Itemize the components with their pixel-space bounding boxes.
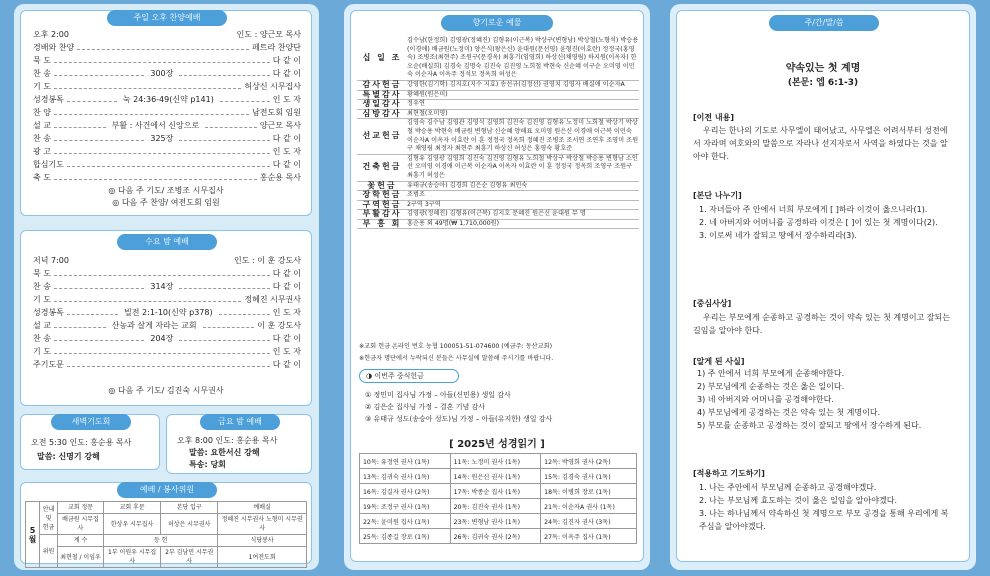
prayer-list xyxy=(365,389,552,425)
leader-dots xyxy=(219,310,270,315)
order-label: 묵 도 xyxy=(33,56,51,65)
apply-list xyxy=(693,481,955,533)
ushers-table xyxy=(25,501,307,568)
order-middle: 눅 24:36-49(신약 p141) xyxy=(122,95,214,104)
sermon-title: 주/간/말/씀 xyxy=(769,15,879,31)
order-line xyxy=(33,255,301,266)
leader-dots xyxy=(54,271,270,276)
order-label: 기 도 xyxy=(33,295,51,304)
ushers-name2: 1부 이원우 시무집사 xyxy=(104,547,161,568)
offering-names: 강영한(김기학) 김지호(지수 지효) 송선규(김정선) 권영치 김영자 배실애 이순자A xyxy=(407,80,639,90)
bank-info: ※교회 헌금 온라인 번호 농협 100051-51-074600 (예금주: 동산교회) xyxy=(359,343,553,350)
order-label: 기 도 xyxy=(33,82,51,91)
order-right: 정혜진 시무권사 xyxy=(244,295,301,304)
leader-dots xyxy=(54,297,241,302)
order-line xyxy=(33,333,301,344)
prev-content-heading: [이전 내용] xyxy=(693,113,735,122)
order-line xyxy=(33,133,301,144)
offering-row xyxy=(357,119,639,154)
ushers-name: 한상우 시무집사 xyxy=(104,514,161,535)
offering-names: 홍순용 외 49명(₩ 1,710,000원) xyxy=(407,219,639,229)
fact-item: 5) 부모를 순종하고 공경하는 것이 잘되고 땅에서 장수하게 된다. xyxy=(697,421,922,430)
reading-table xyxy=(359,453,637,544)
reading-cell: 15독: 김경숙 권사 (1독) xyxy=(541,469,637,484)
reading-cell: 13독: 김귀숙 권사 (1독) xyxy=(360,469,451,484)
reading-cell: 16독: 김길자 권사 (2독) xyxy=(360,484,451,499)
leader-dots xyxy=(67,362,270,367)
fact-item: 1) 주 안에서 너희 부모에게 순종해야한다. xyxy=(697,369,845,378)
order-line xyxy=(33,107,301,118)
order-middle: 산농과 살게 자라는 교회 xyxy=(111,321,197,330)
offering-row xyxy=(357,37,639,80)
order-line xyxy=(33,68,301,79)
leader-dots xyxy=(67,310,118,315)
order-line xyxy=(33,42,301,53)
order-right: 인 도 자 xyxy=(272,147,301,156)
order-line xyxy=(33,281,301,292)
order-label: 찬 송 xyxy=(33,334,51,343)
division-item: 2. 네 아버지와 어머니를 공경하라 이것은 [ ]이 있는 첫 계명이다(2). xyxy=(699,218,938,227)
order-middle: 빌전 2:1-10(신약 p378) xyxy=(124,308,213,317)
offering-names: 김영숙 김수남 김영관 김영식 김영희 김진숙 김진영 김형유 노정미 노희철 박상기 박상철 박승용 박현숙 배금원 변형남 신순혜 양해표 오미영 원은신 이경애 이근복 이민숙 이순자A 이옥자 이효란 이 훈 정정국 정옥희 정혜진 조병조 조서연 조연후 조영미 조원구 채영림 최정자 최현주 최흥기 하상신 허성은 홍영숙 황호준 xyxy=(407,119,639,154)
middle-panel xyxy=(344,4,650,570)
friday-time: 오후 8:00 인도: 홍순용 목사 xyxy=(177,436,278,445)
reading-cell: 18독: 이병희 장로 (1독) xyxy=(541,484,637,499)
ushers-box xyxy=(20,482,312,564)
ushers-head: 교회 정문 xyxy=(58,502,104,514)
reading-cell: 26독: 김귀숙 권사 (2독) xyxy=(450,529,541,544)
prayer-item: ③ 유태규 성도(송승아 성도)님 가정 – 아들(유지한) 생일 감사 xyxy=(365,415,553,423)
leader-dots xyxy=(179,336,269,341)
ushers-head2: 계 수 xyxy=(58,535,104,547)
ushers-name2: 최현철 / 이임우 xyxy=(58,547,104,568)
apply-heading: [적용하고 기도하기] xyxy=(693,469,765,478)
order-label: 오후 2:00 xyxy=(33,30,69,39)
order-line xyxy=(33,268,301,279)
leader-dots xyxy=(54,349,270,354)
reading-cell: 17독: 박종순 집사 (1독) xyxy=(450,484,541,499)
leader-dots xyxy=(220,97,270,102)
leader-dots xyxy=(54,136,144,141)
order-right: 다 같 이 xyxy=(272,56,301,65)
ushers-head: 교회 후문 xyxy=(104,502,161,514)
order-line xyxy=(33,359,301,370)
order-line xyxy=(33,55,301,66)
prev-content-body: 우리는 한나의 기도로 사무엘이 태어났고, 사무엘은 어려서부터 성전에서 자라며 여호와의 말씀으로 자라나 선지자로서 사역을 하였다는 것을 알아야 한다. xyxy=(693,126,948,161)
reading-cell: 21독: 이순자A 권사 (1독) xyxy=(541,499,637,514)
order-label: 찬 송 xyxy=(33,69,51,78)
order-line xyxy=(33,146,301,157)
ushers-month: 5 월 xyxy=(26,502,40,568)
offering-names: 정우연 xyxy=(407,100,639,110)
reading-cell: 11독: 노정미 권사 (1독) xyxy=(450,454,541,469)
order-right: 다 같 이 xyxy=(272,360,301,369)
order-line xyxy=(33,120,301,131)
prayer-tag: ◑ 이번주 중식헌금 xyxy=(359,369,459,383)
prayer-item: ① 정민미 집사님 가정 – 아들(신민용) 생일 감사 xyxy=(365,391,511,399)
leader-dots xyxy=(54,110,249,115)
offering-names: 최현철(오미영) xyxy=(407,109,639,119)
right-panel xyxy=(670,4,976,570)
offering-row xyxy=(357,219,639,229)
offering-names: 김형유 김영광 김영희 김진숙 김진영 김형유 노희철 박상구 박상철 박승용 변형남 소인선 오미영 이경애 이근복 이순자A 이옥자 이효란 이 훈 정정국 정옥희 조영구 조원구 최흥기 허성은 xyxy=(407,154,639,181)
division-heading: [본단 나누기] xyxy=(693,191,742,200)
order-right: 홍순용 목사 xyxy=(259,173,301,182)
order-label: 설 교 xyxy=(33,121,51,130)
division-list xyxy=(693,203,955,242)
dawn-prayer-box xyxy=(20,414,160,470)
ushers-title: 예배 / 봉사위원 xyxy=(117,482,217,498)
ushers-name: 정혜진 시무권사 노형미 시무권사 xyxy=(218,514,307,535)
ushers-name2: 1여전도회 xyxy=(218,547,307,568)
prayer-item: ② 김은순 집사님 가정 – 결혼 기념 감사 xyxy=(365,403,486,411)
division-item: 1. 자녀들아 주 안에서 너희 부모에게 [ ]하라 이것이 옳으니라(1). xyxy=(699,205,928,214)
ushers-row-b: 위원 xyxy=(40,535,58,568)
leader-dots xyxy=(54,71,144,76)
ushers-name: 배금원 시무집사 xyxy=(58,514,104,535)
leader-dots xyxy=(179,136,269,141)
order-middle: 300장 xyxy=(150,69,174,78)
fact-item: 3) 네 아버지와 어머니를 공경해야한다. xyxy=(697,395,834,404)
sermon-text: (본문: 엡 6:1-3) xyxy=(787,78,859,88)
order-right: 다 같 이 xyxy=(272,134,301,143)
offerings-box xyxy=(350,10,644,562)
order-label: 성경봉독 xyxy=(33,308,64,317)
order-right: 다 같 이 xyxy=(272,282,301,291)
order-line xyxy=(33,294,301,305)
offering-kind: 십 일 조 xyxy=(357,37,407,80)
order-right: 인 도 자 xyxy=(272,95,301,104)
leader-dots xyxy=(203,323,255,328)
fact-item: 2) 부모님에게 순종하는 것은 옳은 일이다. xyxy=(697,382,845,391)
leader-dots xyxy=(54,149,270,154)
leader-dots xyxy=(205,123,257,128)
offering-names: 김영광(정혜진) 김형유(이근복) 김지호 문혜진 원은신 윤대원 무 명 xyxy=(407,210,639,220)
order-right: 인 도 자 xyxy=(272,347,301,356)
offering-names: 김수남(한정희) 김영광(정혜진) 김형유(이근복) 박상구(변형남) 박상철(노형석) 박승용(이경애) 배금원(노정미) 양은식(왕은신) 윤대원(문선영) 윤형진(이효란) 정정국(홍영숙) 조병조(최현주) 조원구(문경옥) 최흥기(임영희) 하상신(채영림) 하지원(이옥자) 한오순(배실희) 김경숙 김명숙 김진숙 김진영 노희철 박현숙 신순혜 이구순 오미영 이민숙 이순자A 이옥주 정석모 정옥희 허성은 xyxy=(407,37,639,80)
reading-cell: 25독: 김종길 장로 (1독) xyxy=(360,529,451,544)
order-line xyxy=(33,307,301,318)
order-line xyxy=(33,172,301,183)
order-label: 찬 송 xyxy=(33,134,51,143)
order-right: 인도 : 이 훈 강도사 xyxy=(234,256,301,265)
order-right: 다 같 이 xyxy=(272,269,301,278)
leader-dots xyxy=(67,97,117,102)
sermon-subject: 약속있는 첫 계명 xyxy=(785,63,861,74)
reading-row xyxy=(360,514,637,529)
order-right: 허상신 시무집사 xyxy=(244,82,301,91)
order-label: 찬 송 xyxy=(33,282,51,291)
offering-kind: 특별감사 xyxy=(357,90,407,100)
offering-kind: 부 흥 회 xyxy=(357,219,407,229)
reading-cell: 20독: 김진숙 권사 (1독) xyxy=(450,499,541,514)
apply-item: 1. 나는 주안에서 부모님께 순종하고 공경해야겠다. xyxy=(699,483,877,492)
order-middle: 204장 xyxy=(150,334,174,343)
order-line xyxy=(33,29,301,40)
dawn-prayer-title: 새벽기도회 xyxy=(51,414,131,430)
leader-dots xyxy=(72,32,234,37)
left-panel xyxy=(14,4,319,570)
offering-kind: 꽃헌금 xyxy=(357,181,407,191)
ushers-head2: 등 헌 xyxy=(104,535,218,547)
offering-kind: 감사헌금 xyxy=(357,80,407,90)
order-right: 이 훈 강도사 xyxy=(257,321,301,330)
offering-kind: 생일감사 xyxy=(357,100,407,110)
order-right: 다 같 이 xyxy=(272,334,301,343)
friday-special: 특송: 당회 xyxy=(189,460,226,469)
reading-row xyxy=(360,454,637,469)
reading-cell: 23독: 변형남 권사 (1독) xyxy=(450,514,541,529)
offering-names: 2구역 3구역 xyxy=(407,200,639,210)
ushers-name2: 2부 김남민 시무권사 xyxy=(161,547,218,568)
leader-dots xyxy=(54,123,106,128)
core-body: 우리는 부모에게 순종하고 공경하는 것이 약속 있는 첫 계명이고 잘되는 길임을 알아야 한다. xyxy=(693,313,950,335)
core-heading: [중심사상] xyxy=(693,299,732,308)
order-label: 저녁 7:00 xyxy=(33,256,69,265)
ushers-head: 본당 입구 xyxy=(161,502,218,514)
prayer-tag-label: 이번주 중식헌금 xyxy=(374,372,424,380)
reading-row xyxy=(360,529,637,544)
reading-cell: 27독: 이옥주 집사 (1독) xyxy=(541,529,637,544)
order-label: 축 도 xyxy=(33,173,51,182)
offering-row xyxy=(357,80,639,90)
order-right: 다 같 이 xyxy=(272,160,301,169)
offering-names: 조범조 xyxy=(407,191,639,201)
apply-item: 3. 나는 하나님께서 약속하신 첫 계명으로 부모 공경을 통해 우리에게 복 주심을 알아야겠다. xyxy=(699,509,949,531)
order-right: 남전도회 임원 xyxy=(252,108,301,117)
wednesday-service-box xyxy=(20,230,312,406)
offering-kind: 장학헌금 xyxy=(357,191,407,201)
order-right: 인 도 자 xyxy=(272,308,302,317)
reading-cell: 22독: 윤미원 집사 (1독) xyxy=(360,514,451,529)
leader-dots xyxy=(54,84,241,89)
dawn-word: 말씀: 신명기 강해 xyxy=(37,452,100,461)
offering-names: 황혜원(원은미) xyxy=(407,90,639,100)
facts-heading: [알게 된 사실] xyxy=(693,357,745,366)
offering-row xyxy=(357,210,639,220)
reading-row xyxy=(360,499,637,514)
friday-service-box xyxy=(166,414,312,474)
reading-cell: 12독: 박영희 권사 (2독) xyxy=(541,454,637,469)
next-prayer-note: ◎ 다음 주 기도/ 조병조 시무집사 xyxy=(108,186,224,195)
order-right: 다 같 이 xyxy=(272,69,301,78)
next-praise-note: ◎ 다음 주 찬양/ 여전도회 임원 xyxy=(112,198,220,207)
offering-row xyxy=(357,154,639,181)
ushers-name: 허상은 시무권사 xyxy=(161,514,218,535)
afternoon-service-box xyxy=(20,10,312,216)
order-label: 찬 양 xyxy=(33,108,51,117)
offerings-title: 향기로운 예물 xyxy=(441,15,553,31)
offering-kind: 선교헌금 xyxy=(357,119,407,154)
order-label: 합심기도 xyxy=(33,160,64,169)
order-right: 페트라 찬양단 xyxy=(252,43,301,52)
leader-dots xyxy=(179,71,269,76)
ushers-row-a: 안내 및 헌금 xyxy=(40,502,58,535)
order-label: 경배와 찬양 xyxy=(33,43,75,52)
friday-word: 말씀: 요한서신 강해 xyxy=(189,448,260,457)
wednesday-service-title: 수요 밤 예배 xyxy=(117,234,217,250)
leader-dots xyxy=(77,45,249,50)
order-right: 인도 : 양근모 목사 xyxy=(236,30,301,39)
offering-row xyxy=(357,100,639,110)
reading-title: [ 2025년 성경읽기 ] xyxy=(449,439,545,450)
reading-cell: 24독: 김진자 권사 (3독) xyxy=(541,514,637,529)
leader-dots xyxy=(72,258,231,263)
wed-next-prayer-note: ◎ 다음 주 기도/ 김진숙 시무권사 xyxy=(108,386,224,395)
offering-kind: 심방감사 xyxy=(357,109,407,119)
reading-row xyxy=(360,469,637,484)
leader-dots xyxy=(54,175,257,180)
order-label: 묵 도 xyxy=(33,269,51,278)
ushers-head: 예배실 xyxy=(218,502,307,514)
offering-kind: 부활감사 xyxy=(357,210,407,220)
order-line xyxy=(33,346,301,357)
fact-item: 4) 부모님에게 공경하는 것은 약속 있는 첫 계명이다. xyxy=(697,408,881,417)
order-label: 성경봉독 xyxy=(33,95,64,104)
leader-dots xyxy=(179,284,269,289)
order-line xyxy=(33,94,301,105)
order-label: 주기도문 xyxy=(33,360,64,369)
order-line xyxy=(33,81,301,92)
offering-kind: 건축헌금 xyxy=(357,154,407,181)
leader-dots xyxy=(54,323,106,328)
order-label: 광 고 xyxy=(33,147,51,156)
offering-row xyxy=(357,191,639,201)
reading-cell: 10독: 유정연 권사 (1독) xyxy=(360,454,451,469)
offering-row xyxy=(357,109,639,119)
order-line xyxy=(33,159,301,170)
order-middle: 부활 : 사건에서 신앙으로 xyxy=(111,121,200,130)
afternoon-service-title: 주일 오후 찬양예배 xyxy=(107,10,227,26)
offerings-table xyxy=(357,37,639,229)
order-label: 설 교 xyxy=(33,321,51,330)
leader-dots xyxy=(54,336,144,341)
friday-service-title: 금요 밤 예배 xyxy=(200,414,280,430)
sermon-box xyxy=(676,10,970,562)
order-middle: 325장 xyxy=(150,134,174,143)
leader-dots xyxy=(54,58,270,63)
apply-item: 2. 나는 부모님께 효도하는 것이 옳은 일임을 알아야겠다. xyxy=(699,496,897,505)
dawn-time: 오전 5:30 인도: 홍순용 목사 xyxy=(31,438,132,447)
reading-row xyxy=(360,484,637,499)
missing-note: ※헌금자 명단에서 누락되신 분들은 사무실에 말씀해 주시기를 바랍니다. xyxy=(359,355,554,362)
ushers-head2: 식당봉사 xyxy=(218,535,307,547)
order-label: 기 도 xyxy=(33,347,51,356)
reading-cell: 19독: 조정구 권사 (1독) xyxy=(360,499,451,514)
order-middle: 314장 xyxy=(150,282,174,291)
facts-list xyxy=(693,367,955,432)
division-item: 3. 이로써 네가 잘되고 땅에서 장수하리라(3). xyxy=(699,231,857,240)
leader-dots xyxy=(54,284,144,289)
order-line xyxy=(33,320,301,331)
offering-kind: 구역헌금 xyxy=(357,200,407,210)
order-right: 양근모 목사 xyxy=(259,121,302,130)
reading-cell: 14독: 원은신 권사 (1독) xyxy=(450,469,541,484)
offering-names: 유태규(송승아) 김경희 김은순 김형유 최인숙 xyxy=(407,181,639,191)
leader-dots xyxy=(67,162,270,167)
